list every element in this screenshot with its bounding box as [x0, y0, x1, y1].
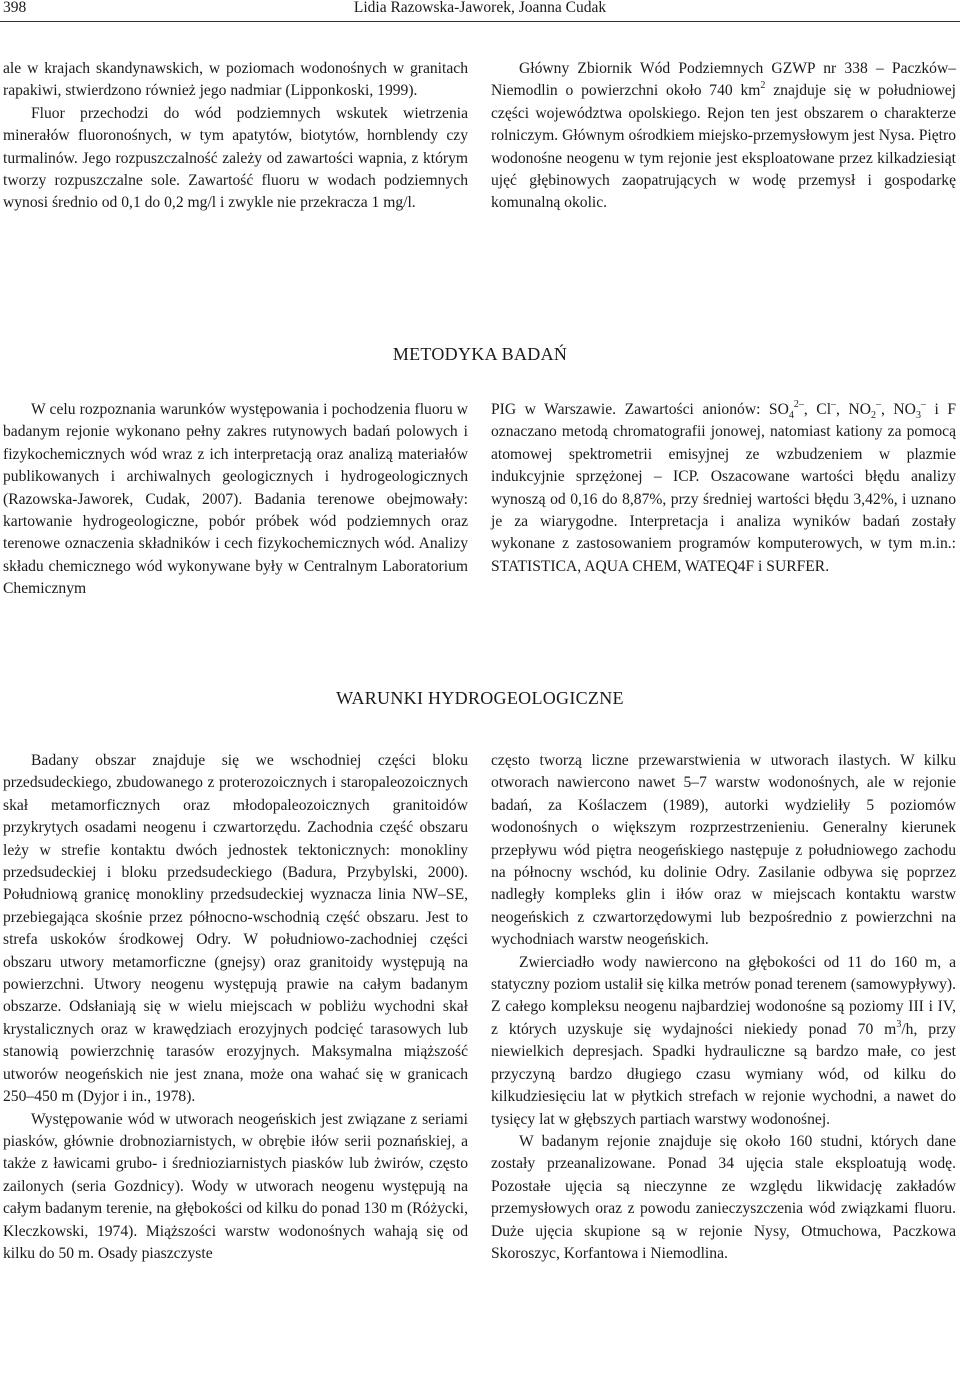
no3-superscript: –: [920, 399, 926, 410]
warunki-paragraph-4: [491, 952, 956, 1131]
warunki-paragraph-1: Badany obszar znajduje się we wschodniej części bloku przedsudeckiego, zbudowanego z proterozoicznych i staropaleozoicznych skał metamorficznych oraz młodopaleozoicznych granitoidów przykrytych osadami neogenu i czwartorzędu. Zachodnia część obszaru leży w strefie kontaktu dwóch jednostek tektonicznych: monokliny przedsudeckiej i bloku przedsudeckiego (Badura, Przybylski, 2000). Południową granicę monokliny przedsudeckiej wyznacza linia NW–SE, przebiegająca skośnie przez północno-wschodnią część obszaru. Jest to strefa uskoków środkowej Odry. W południowo-zachodniej części obszaru utwory metamorficzne (gnejsy) oraz granitoidy występują na powierzchni. Utwory neogenu występują prawie na całym badanym obszarze. Odsłaniają się w wielu miejscach w pobliżu wychodni skał krystalicznych oraz w krawędziach erozyjnych podcięć tarasowych lub stanowią powierzchnię tarasów erozyjnych. Maksymalna miąższość utworów neogeńskich nie jest znana, może ona wahać się w granicach 250–450 m (Dyjor i in., 1978).: [3, 752, 468, 1106]
m3-superscript: 3: [896, 1018, 902, 1030]
anions-prefix: PIG w Warszawie. Zawartości anionów: SO: [491, 401, 789, 418]
no3-text: NO: [893, 401, 916, 418]
section-heading-warunki: WARUNKI HYDROGEOLOGICZNE: [336, 688, 624, 708]
zwierciadlo-text-b: /h, przy niewielkich depresjach. Spadki hydrauliczne są bardzo małe, co jest przyczyną bardzo długiego czasu wymiany wód, od kilku do kilkudziesięciu lat w płytkich strefach w rejonie wychodni, a nawet do tysięcy lat w głębszych partiach warstwy wodonośnej.: [491, 1020, 956, 1128]
no2-superscript: –: [875, 399, 881, 410]
zwierciadlo-text-a: Zwierciadło wody nawiercono na głębokości od 11 do 160 m, a statyczny poziom ustalił się kilka metrów ponad terenem (samowypływy). Z całego kompleksu neogenu najbardziej wodonośne są poziomy III i IV, z których uzyskuje się wydajności niekiedy ponad 70 m: [491, 953, 956, 1038]
intro-paragraph-2: Fluor przechodzi do wód podziemnych wskutek wietrzenia minerałów fluoronośnych, w tym apatytów, biotytów, hornblendy czy turmalinów. Jego rozpuszczalność zależy od zawartości wapnia, z którym tworzy rozpuszczalne sole. Zawartość fluoru w wodach podziemnych wynosi średnio od 0,1 do 0,2 mg/l i zwykle nie przekracza 1 mg/l.: [3, 104, 468, 212]
warunki-paragraph-5: W badanym rejonie znajduje się około 160 studni, których dane zostały przeanalizowane. Ponad 34 ujęcia stale eksploatują wodę. Pozostałe ujęcia są nieczynne ze względu likwidację zakładów przemysłowych oraz z powodu zanieczyszczenia wód związkami fluoru. Duże ujęcia skupione są w rejonie Nysy, Otmuchowa, Paczkowa Skoroszyc, Korfantowa i Niemodlina.: [491, 1132, 956, 1262]
intro-left-column: [3, 58, 468, 215]
intro-paragraph-1: ale w krajach skandynawskich, w poziomach wodonośnych w granitach rapakiwi, stwierdzono również jego nadmiar (Lipponkoski, 1999).: [3, 60, 468, 100]
metodyka-paragraph-2: [491, 399, 956, 578]
metodyka-right-column: [491, 399, 956, 578]
page-header: [0, 0, 960, 22]
warunki-paragraph-2: Występowanie wód w utworach neogeńskich jest związane z seriami piasków, głównie drobnoziarnistych, w obrębie iłów serii poznańskiej, a także z ławicami grubo- i średnioziarnistych piasków lub żwirów, często zailonych (seria Gozdnicy). Wody w utworach neogenu występują na całym badanym terenie, na głębokości od kilku do ponad 130 m (Różycki, Kleczkowski, 1974). Miąższości warstw wodonośnych wahają się od kilku do 50 m. Osady piaszczyste: [3, 1110, 468, 1262]
metodyka-text-suffix: i F oznaczano metodą chromatografii jonowej, natomiast kationy za pomocą atomowej spektrometrii emisyjnej ze wzbudzeniem w plazmie indukcyjnie sprzężonej – ICP. Oszacowane wartości błędu analizy wynoszą od 0,16 do 8,87%, przy średniej wartości błędu 3,42%, i uznano je za wiarygodne. Interpretacja i analiza wyników badań zostały wykonane z zastosowaniem programów komputerowych, w tym m.in.: STATISTICA, AQUA CHEM, WATEQ4F i SURFER.: [491, 401, 957, 575]
warunki-right-column: [491, 750, 956, 1265]
warunki-paragraph-3: często tworzą liczne przewarstwienia w utworach ilastych. W kilku otworach nawiercono nawet 5–7 warstw wodonośnych, ale w rejonie badań, za Koślaczem (1989), autorki wydzieliły 5 poziomów wodonośnych o większym rozprzestrzenieniu. Generalny kierunek przepływu wód piętra neogeńskiego następuje z południowego zachodu na północny wschód, ku dolinie Odry. Zasilanie odbywa się poprzez nadległy kompleks glin i iłów oraz w miejscach kontaktu warstw neogeńskich z czwartorzędowymi lub bezpośrednio z powierzchni na wychodniach warstw neogeńskich.: [491, 752, 956, 949]
page-number: 398: [3, 0, 27, 16]
metodyka-left-column: [3, 399, 468, 601]
so4-subscript: 4: [788, 410, 794, 421]
so4-superscript: 2–: [793, 399, 804, 410]
gzwp-text-b: znajduje się w południowej części województwa opolskiego. Rejon ten jest obszarem o charakterze rolniczym. Głównym ośrodkiem miejsko-przemysłowym jest Nysa. Piętro wodonośne neogenu w tym rejonie jest eksploatowane przez kilkadziesiąt ujęć głębinowych zaopatrujących w wodę przemysł i gospodarkę komunalną okolic.: [491, 82, 956, 212]
cl-superscript: –: [831, 399, 837, 410]
no2-subscript: 2: [870, 410, 876, 421]
no2-text: , NO: [836, 401, 871, 418]
header-rule: [0, 21, 960, 22]
warunki-left-column: [3, 750, 468, 1265]
no3-subscript: 3: [915, 410, 921, 421]
km2-superscript: 2: [760, 80, 766, 92]
intro-right-column: [491, 58, 956, 215]
running-head: Lidia Razowska-Jaworek, Joanna Cudak: [353, 0, 607, 16]
intro-paragraph-gzwp: [491, 58, 956, 215]
section-heading-metodyka: METODYKA BADAŃ: [392, 344, 568, 364]
metodyka-paragraph-1: W celu rozpoznania warunków występowania i pochodzenia fluoru w badanym rejonie wykonano pełny zakres rutynowych badań polowych i fizykochemicznych wód wraz z ich interpretacją oraz analizą materiałów publikowanych i archiwalnych geologicznych i hydrogeologicznych (Razowska-Jaworek, Cudak, 2007). Badania terenowe obejmowały: kartowanie hydrogeologiczne, pobór próbek wód podziemnych oraz terenowe oznaczenia składników i cech fizykochemicznych wód. Analizy składu chemicznego wód wykonywane były w Centralnym Laboratorium Chemicznym: [3, 401, 468, 598]
cl-text: , Cl: [803, 401, 832, 418]
no2-comma: ,: [880, 401, 885, 418]
gzwp-text-a: Główny Zbiornik Wód Podziemnych GZWP nr 338 – Paczków–Niemodlin o powierzchni około 740 km: [491, 60, 956, 100]
